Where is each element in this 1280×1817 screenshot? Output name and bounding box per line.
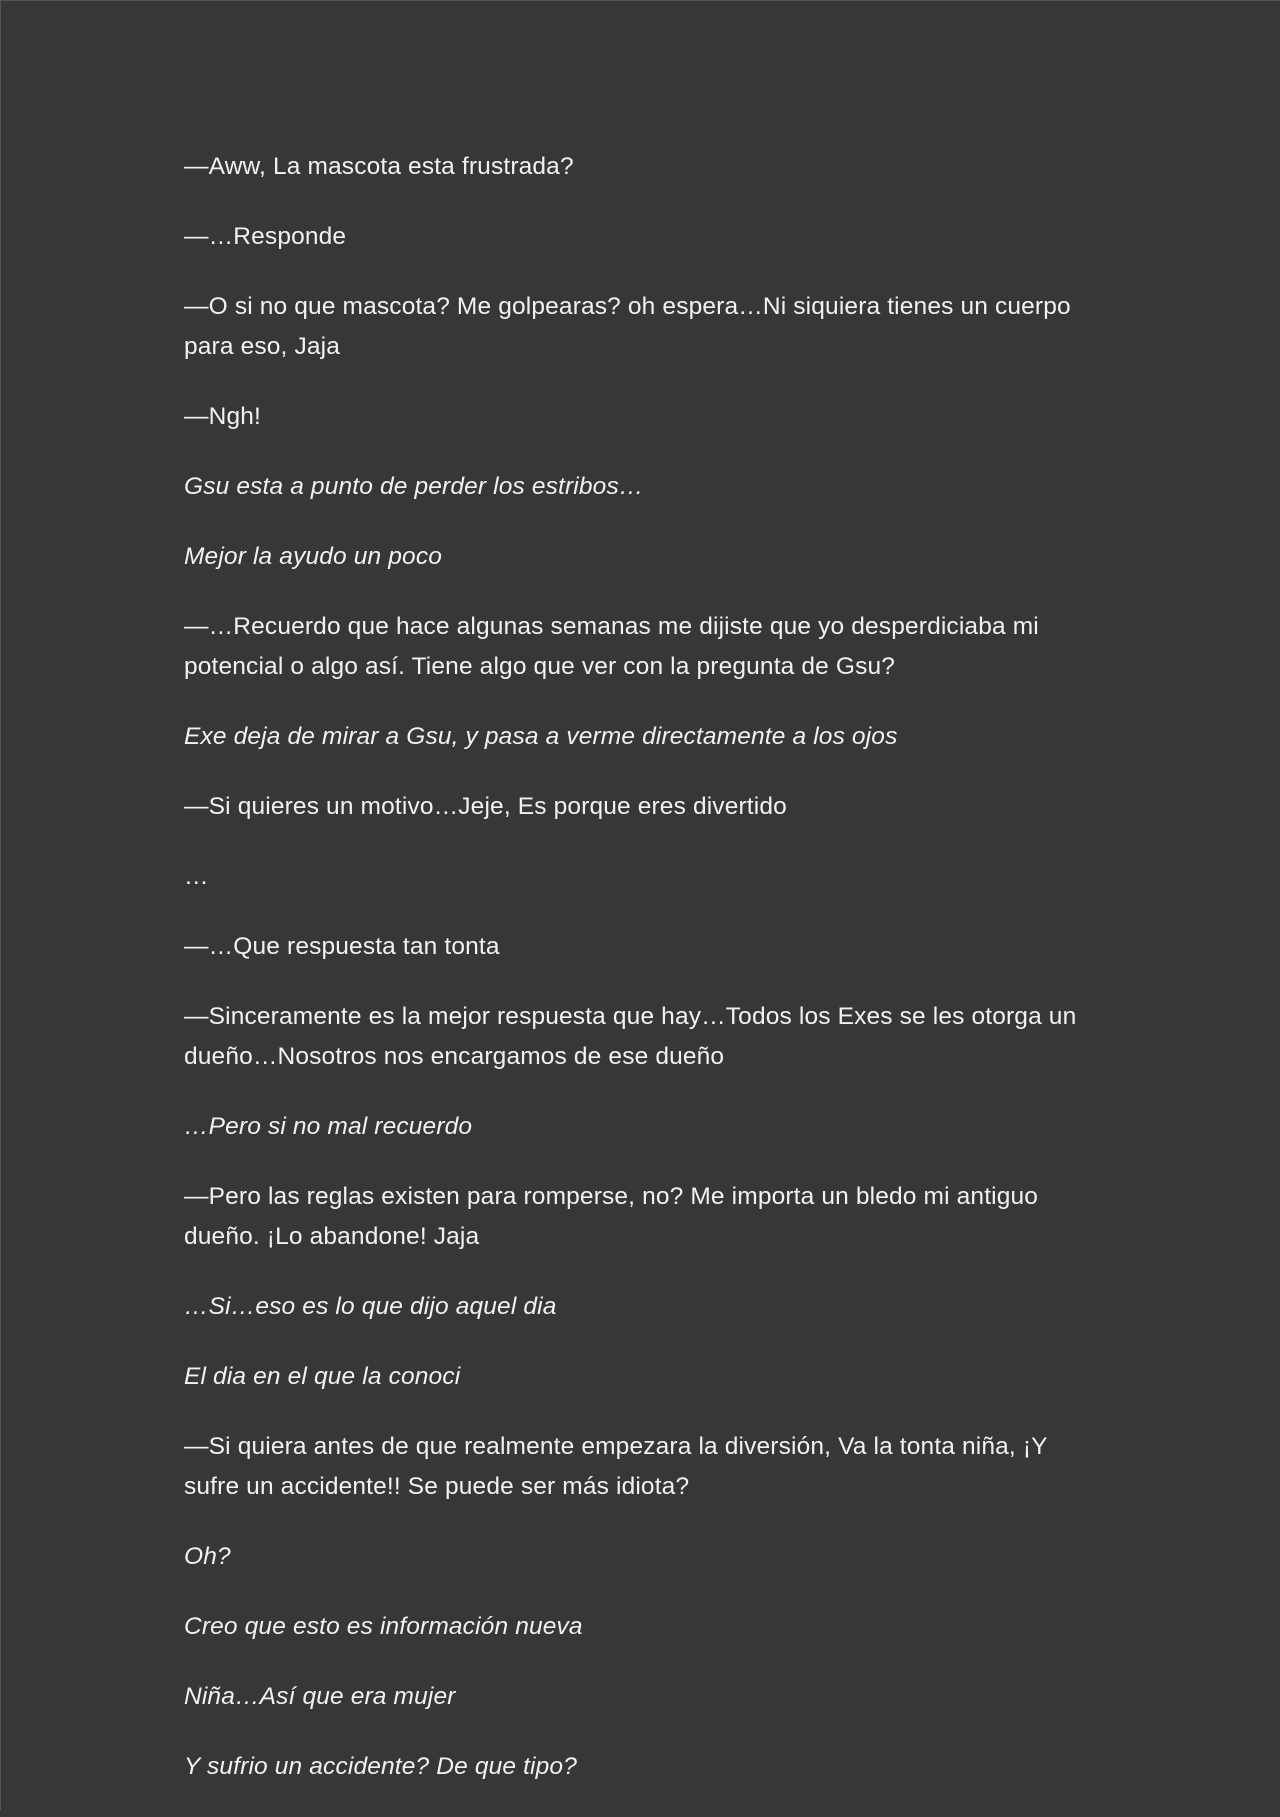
dialogue-line: —Sinceramente es la mejor respuesta que hay…Todos los Exes se les otorga un dueño…Nosotros nos encargamos de ese dueño xyxy=(184,1003,1077,1070)
dialogue-line: —Ngh! xyxy=(184,403,262,430)
dialogue-line: —Si quiera antes de que realmente empezara la diversión, Va la tonta niña, ¡Y sufre un accidente!! Se puede ser más idiota? xyxy=(184,1433,1048,1500)
narration-line: Y sufrio un accidente? De que tipo? xyxy=(184,1753,577,1780)
narration-line: Mejor la ayudo un poco xyxy=(184,543,442,570)
dialogue-line: —Si quieres un motivo…Jeje, Es porque eres divertido xyxy=(184,793,787,820)
narration-line: Creo que esto es información nueva xyxy=(184,1613,583,1640)
narration-line: Oh? xyxy=(184,1543,231,1570)
narration-line: …Si…eso es lo que dijo aquel dia xyxy=(184,1293,557,1320)
ellipsis-line: … xyxy=(184,863,209,890)
dialogue-line: —Pero las reglas existen para romperse, no? Me importa un bledo mi antiguo dueño. ¡Lo abandone! Jaja xyxy=(184,1183,1039,1250)
narration-line: …Pero si no mal recuerdo xyxy=(184,1113,473,1140)
dialogue-line: —…Recuerdo que hace algunas semanas me dijiste que yo desperdiciaba mi potencial o algo así. Tiene algo que ver con la pregunta de Gsu? xyxy=(184,613,1039,680)
story-text xyxy=(184,147,1104,1817)
narration-line: Niña…Así que era mujer xyxy=(184,1683,456,1710)
dialogue-line: —Aww, La mascota esta frustrada? xyxy=(184,153,574,180)
dialogue-line: —…Responde xyxy=(184,223,347,250)
dialogue-line: —O si no que mascota? Me golpearas? oh espera…Ni siquiera tienes un cuerpo para eso, Jaja xyxy=(184,293,1071,360)
dialogue-line: —…Que respuesta tan tonta xyxy=(184,933,500,960)
narration-line: Exe deja de mirar a Gsu, y pasa a verme directamente a los ojos xyxy=(184,723,898,750)
narration-line: Gsu esta a punto de perder los estribos… xyxy=(184,473,644,500)
narration-line: El dia en el que la conoci xyxy=(184,1363,461,1390)
